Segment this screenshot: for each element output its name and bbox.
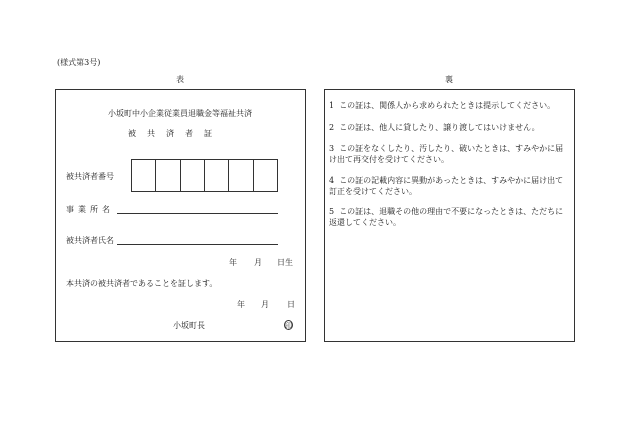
back-side-label: 裏 bbox=[445, 75, 453, 84]
note-text: この証は、他人に貸したり、譲り渡してはいけません。 bbox=[339, 123, 540, 132]
note-text: この証は、退職その他の理由で不要になったときは、ただちに返還してください。 bbox=[329, 207, 564, 227]
note-number: 2 bbox=[329, 123, 335, 132]
digit-box bbox=[204, 160, 228, 191]
birth-day-label: 日生 bbox=[277, 258, 293, 267]
member-name-label: 被共済者氏名 bbox=[66, 236, 114, 245]
note-item bbox=[329, 206, 571, 228]
note-item bbox=[329, 100, 569, 111]
note-item bbox=[329, 122, 569, 133]
digit-box bbox=[228, 160, 252, 191]
note-text: この証の記載内容に異動があったときは、すみやかに届け出て訂正を受けてください。 bbox=[329, 176, 564, 196]
member-number-boxes bbox=[131, 159, 278, 192]
office-name-label: 事業所名 bbox=[66, 205, 114, 214]
note-text: この証をなくしたり、汚したり、破いたときは、すみやかに届け出て再交付を受けてください。 bbox=[329, 144, 564, 164]
note-number: 4 bbox=[329, 176, 335, 185]
form-number-label: (様式第3号) bbox=[57, 58, 101, 67]
member-number-label: 被共済者番号 bbox=[66, 172, 114, 181]
note-item bbox=[329, 143, 571, 165]
front-side-label: 表 bbox=[176, 75, 184, 84]
digit-box bbox=[132, 160, 155, 191]
scheme-title: 小坂町中小企業従業員退職金等福祉共済 bbox=[108, 109, 252, 118]
note-number: 5 bbox=[329, 207, 335, 216]
digit-box bbox=[253, 160, 277, 191]
note-number: 1 bbox=[329, 101, 335, 110]
note-number: 3 bbox=[329, 144, 335, 153]
issuer-label: 小坂町長 bbox=[173, 321, 205, 330]
note-item bbox=[329, 175, 571, 197]
note-text: この証は、関係人から求められたときは提示してください。 bbox=[339, 101, 556, 110]
certificate-title: 被共済者証 bbox=[128, 129, 223, 138]
member-name-line bbox=[117, 244, 278, 245]
issue-month-label: 月 bbox=[261, 300, 269, 309]
official-seal-icon: 印 bbox=[285, 322, 292, 330]
office-name-line bbox=[117, 213, 278, 214]
digit-box bbox=[180, 160, 204, 191]
issue-day-label: 日 bbox=[287, 300, 295, 309]
issue-year-label: 年 bbox=[237, 300, 245, 309]
digit-box bbox=[155, 160, 179, 191]
birth-year-label: 年 bbox=[229, 258, 237, 267]
birth-month-label: 月 bbox=[254, 258, 262, 267]
certification-statement: 本共済の被共済者であることを証します。 bbox=[66, 279, 218, 288]
